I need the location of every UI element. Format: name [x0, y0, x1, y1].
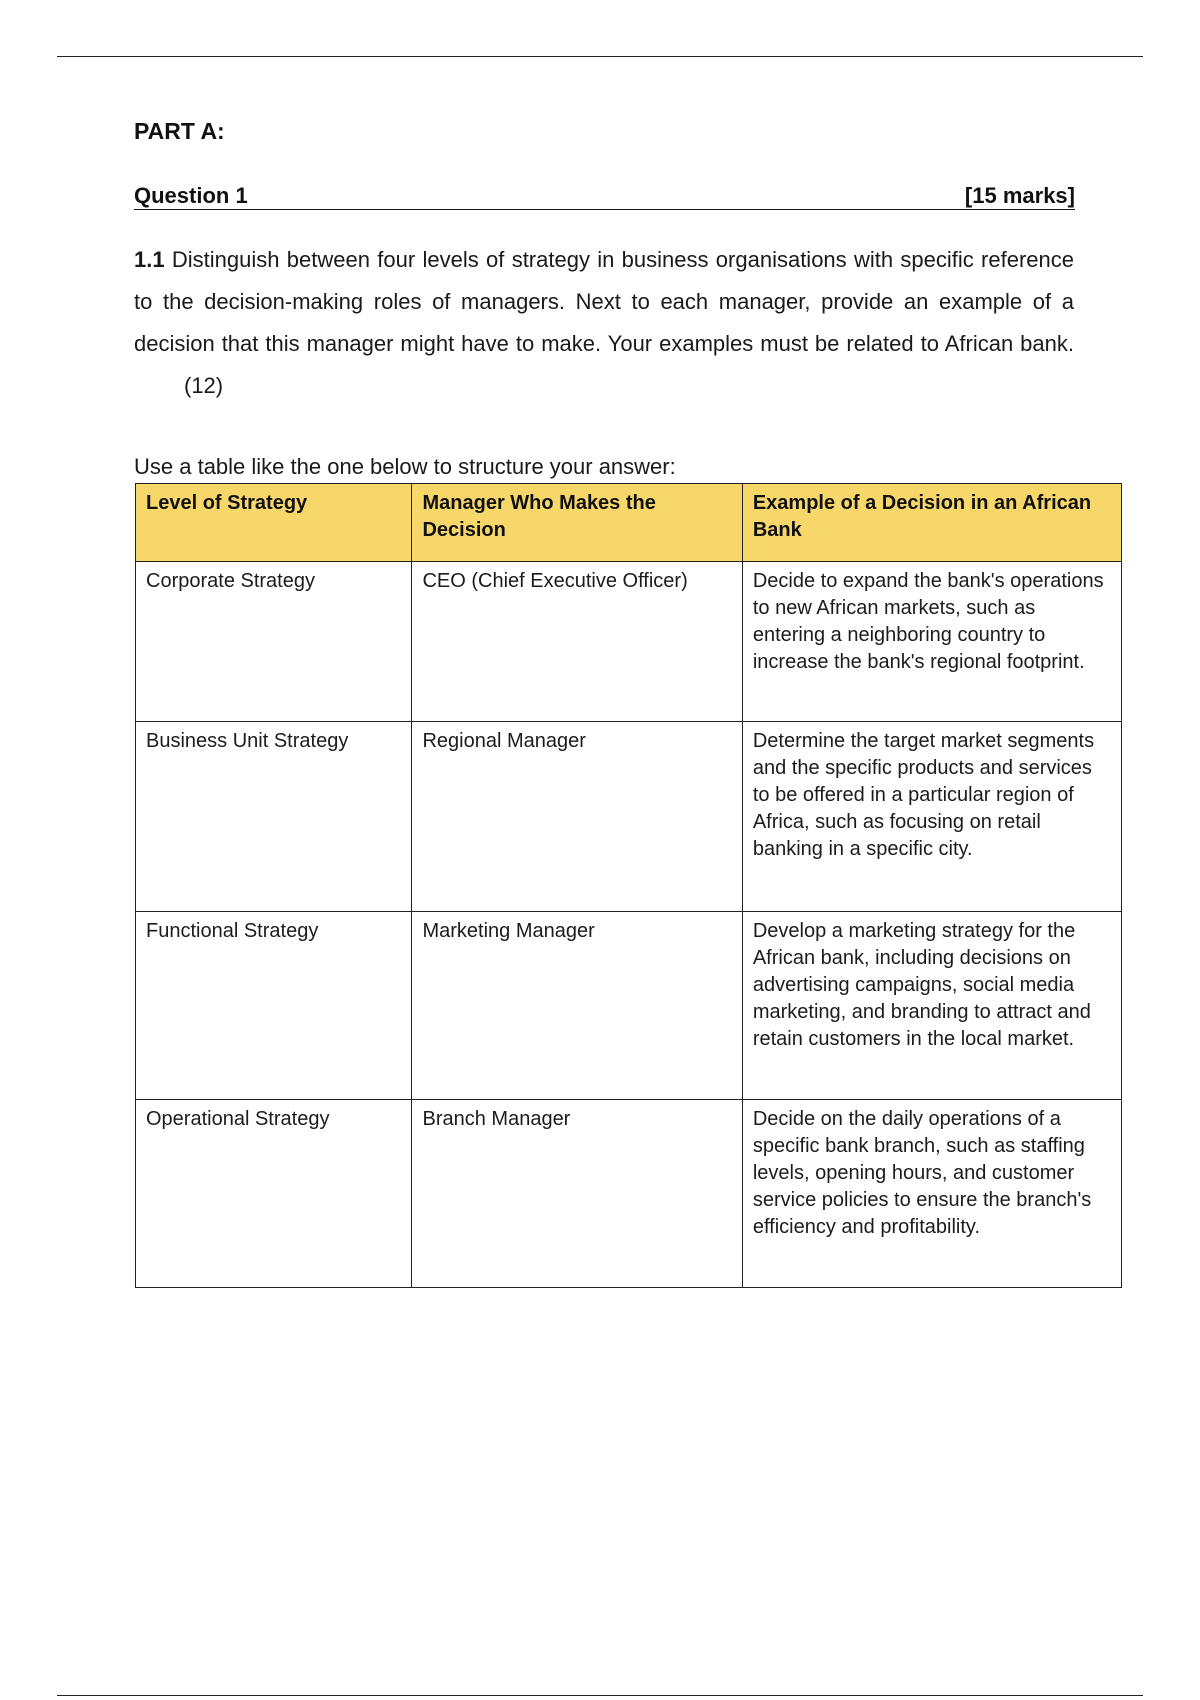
table-row [136, 1100, 1122, 1288]
cell-level: Corporate Strategy [136, 562, 412, 722]
cell-example: Develop a marketing strategy for the African bank, including decisions on advertising campaigns, social media marketing, and branding to attract and retain customers in the local market. [742, 912, 1121, 1100]
cell-example: Determine the target market segments and the specific products and services to be offered in a particular region of Africa, such as focusing on retail banking in a specific city. [742, 722, 1121, 912]
table-row [136, 722, 1122, 912]
table-instruction: Use a table like the one below to structure your answer: [134, 454, 676, 479]
prompt-number: 1.1 [134, 247, 165, 272]
header-example: Example of a Decision in an African Bank [742, 484, 1121, 562]
cell-example: Decide on the daily operations of a specific bank branch, such as staffing levels, opening hours, and customer service policies to ensure the branch's efficiency and profitability. [742, 1100, 1121, 1288]
top-rule [57, 56, 1143, 57]
part-heading: PART A: [134, 118, 225, 144]
question-title: Question 1 [134, 183, 248, 208]
question-prompt [134, 239, 1074, 407]
cell-manager: Branch Manager [412, 1100, 742, 1288]
table-header-row [136, 484, 1122, 562]
header-level: Level of Strategy [136, 484, 412, 562]
table-row [136, 912, 1122, 1100]
cell-manager: Regional Manager [412, 722, 742, 912]
cell-level: Operational Strategy [136, 1100, 412, 1288]
question-marks: [15 marks] [964, 183, 1075, 208]
cell-level: Business Unit Strategy [136, 722, 412, 912]
bottom-rule [57, 1695, 1143, 1696]
cell-manager: Marketing Manager [412, 912, 742, 1100]
strategy-table [135, 483, 1122, 1288]
prompt-marks: (12) [184, 373, 224, 398]
cell-level: Functional Strategy [136, 912, 412, 1100]
prompt-text: Distinguish between four levels of strategy in business organisations with specific reference to the decision-making roles of managers. Next to each manager, provide an example of a decision that this manager might have to make. Your examples must be related to African bank. [134, 247, 1074, 356]
header-manager: Manager Who Makes the Decision [412, 484, 742, 562]
table-row [136, 562, 1122, 722]
cell-example: Decide to expand the bank's operations to new African markets, such as entering a neighboring country to increase the bank's regional footprint. [742, 562, 1121, 722]
question-heading [134, 183, 1075, 210]
cell-manager: CEO (Chief Executive Officer) [412, 562, 742, 722]
